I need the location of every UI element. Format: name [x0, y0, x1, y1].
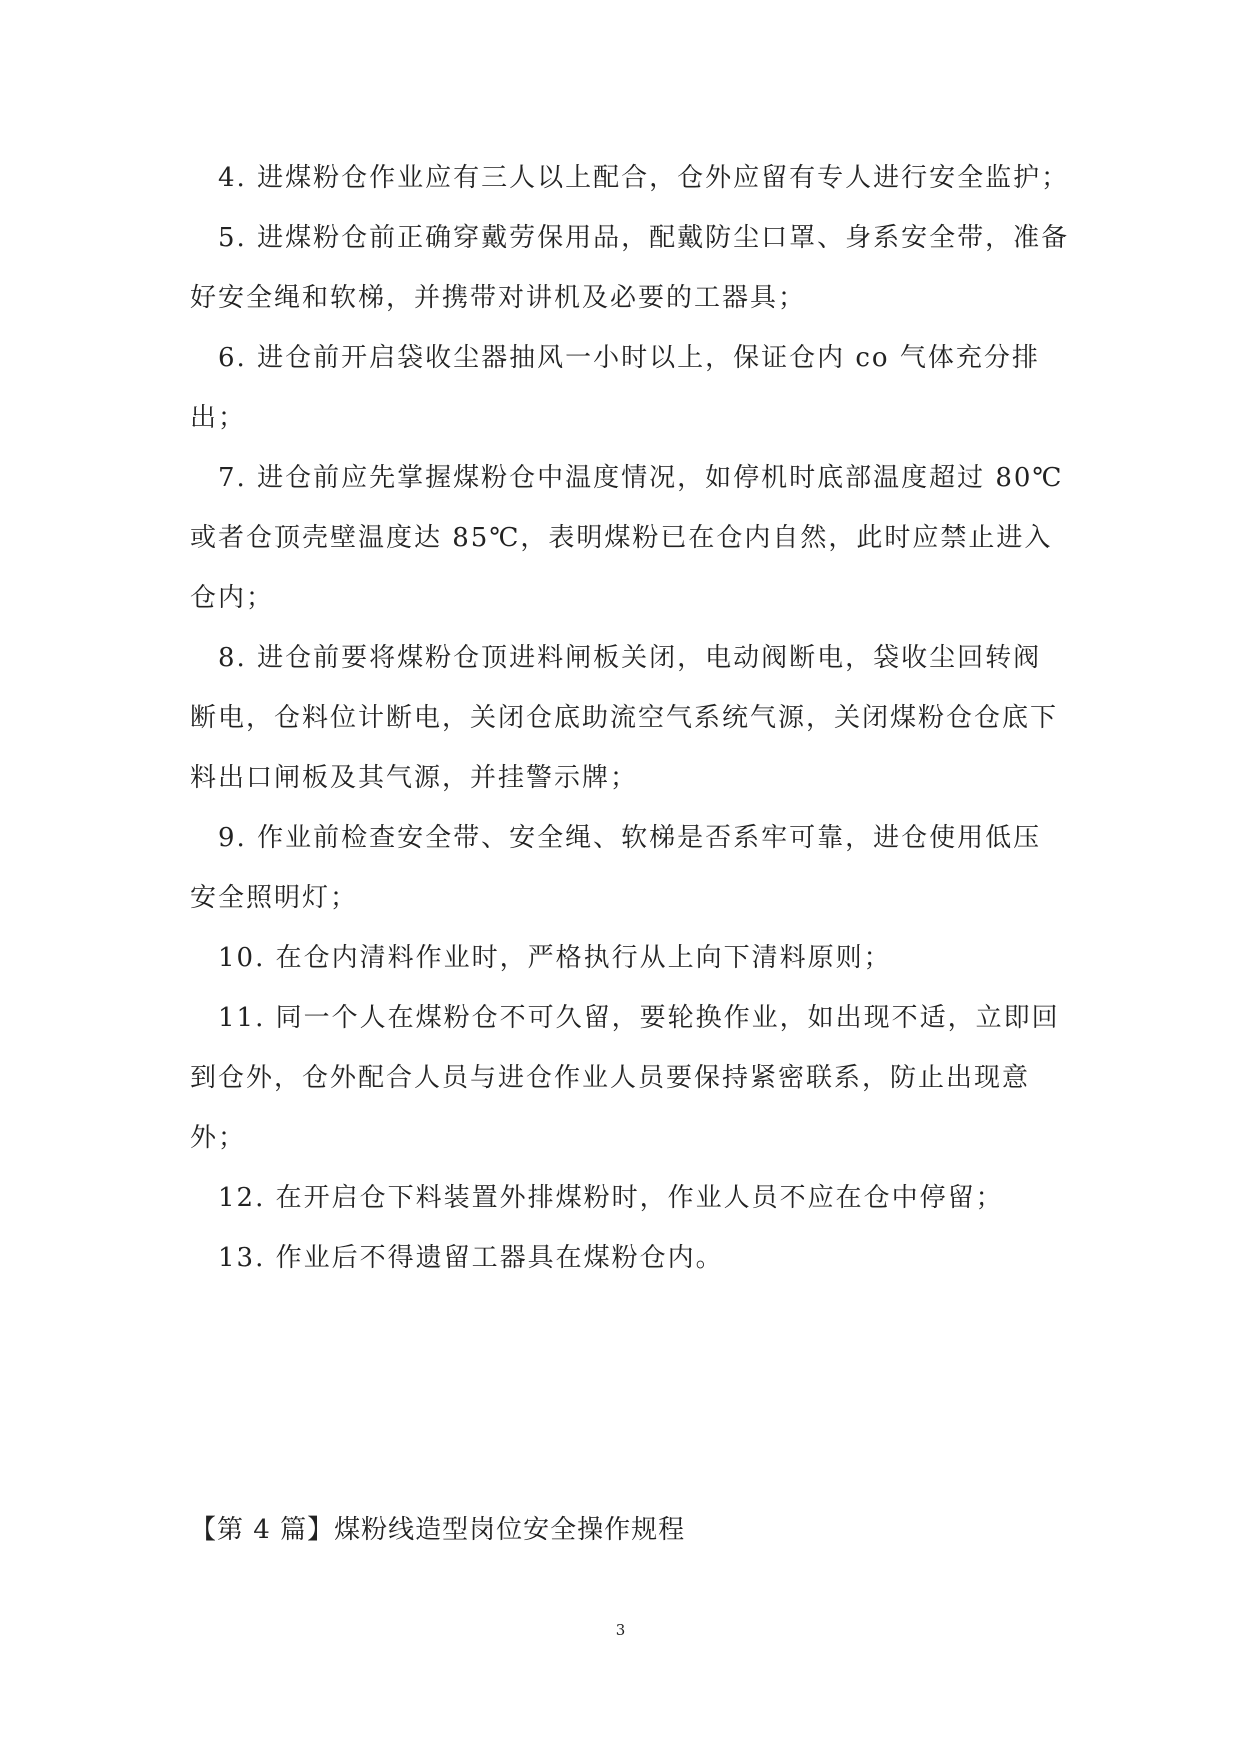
- paragraph-7-line-1: 7. 进仓前应先掌握煤粉仓中温度情况，如停机时底部温度超过 80℃: [218, 463, 1064, 493]
- page-number: 3: [615, 1621, 626, 1639]
- paragraph-8-line-2: 断电，仓料位计断电，关闭仓底助流空气系统气源，关闭煤粉仓仓底下: [190, 703, 1059, 733]
- paragraph-5-line-2: 好安全绳和软梯，并携带对讲机及必要的工器具；: [190, 283, 807, 313]
- paragraph-6-line-2: 出；: [190, 403, 247, 433]
- paragraph-5-line-1: 5. 进煤粉仓前正确穿戴劳保用品，配戴防尘口罩、身系安全带，准备: [218, 223, 1070, 253]
- paragraph-4-line-1: 4. 进煤粉仓作业应有三人以上配合，仓外应留有专人进行安全监护；: [218, 163, 1070, 193]
- paragraph-8-line-1: 8. 进仓前要将煤粉仓顶进料闸板关闭，电动阀断电，袋收尘回转阀: [218, 643, 1042, 673]
- paragraph-11-line-2: 到仓外，仓外配合人员与进仓作业人员要保持紧密联系，防止出现意: [190, 1063, 1031, 1093]
- paragraph-8-line-3: 料出口闸板及其气源，并挂警示牌；: [190, 763, 639, 793]
- paragraph-11-line-1: 11. 同一个人在煤粉仓不可久留，要轮换作业，如出现不适，立即回: [218, 1003, 1060, 1033]
- paragraph-6-line-1: 6. 进仓前开启袋收尘器抽风一小时以上，保证仓内 co 气体充分排: [218, 343, 1040, 373]
- paragraph-13-line-1: 13. 作业后不得遗留工器具在煤粉仓内。: [218, 1243, 724, 1273]
- paragraph-12-line-1: 12. 在开启仓下料装置外排煤粉时，作业人员不应在仓中停留；: [218, 1183, 1004, 1213]
- paragraph-9-line-1: 9. 作业前检查安全带、安全绳、软梯是否系牢可靠，进仓使用低压: [218, 823, 1042, 853]
- paragraph-7-line-3: 仓内；: [190, 583, 275, 613]
- paragraph-10-line-1: 10. 在仓内清料作业时，严格执行从上向下清料原则；: [218, 943, 892, 973]
- paragraph-11-line-3: 外；: [190, 1123, 247, 1153]
- paragraph-7-line-2: 或者仓顶壳壁温度达 85℃，表明煤粉已在仓内自然，此时应禁止进入: [190, 523, 1053, 553]
- section-heading: 【第 4 篇】煤粉线造型岗位安全操作规程: [190, 1515, 686, 1545]
- paragraph-9-line-2: 安全照明灯；: [190, 883, 359, 913]
